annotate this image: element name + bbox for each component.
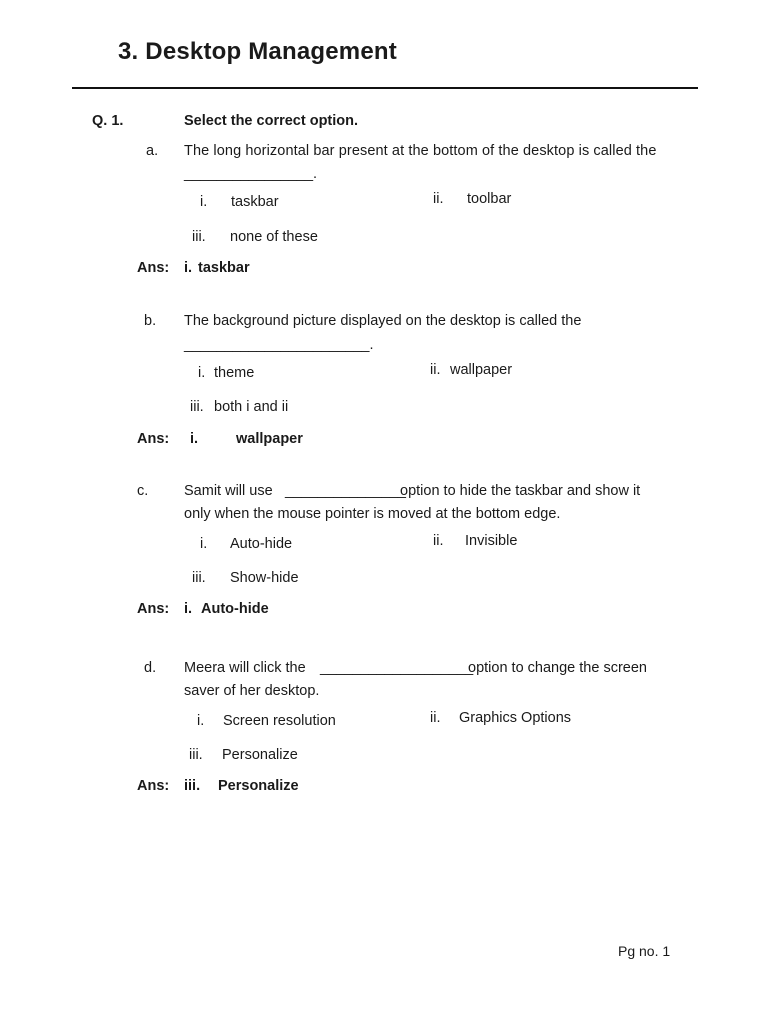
page-number: Pg no. 1 (618, 943, 671, 959)
question-d-text-line2: saver of her desktop. (184, 683, 320, 699)
answer-number: i. (184, 601, 193, 617)
question-instruction: Select the correct option. (184, 113, 359, 129)
answer-text: Auto-hide (201, 601, 269, 617)
question-c-label: c. (137, 483, 149, 499)
option-number: iii. (190, 399, 204, 415)
option-text: Invisible (465, 533, 518, 549)
option-text: both i and ii (214, 399, 289, 415)
answer-text: Personalize (218, 778, 299, 794)
option-number: ii. (433, 533, 444, 549)
answer-label: Ans: (137, 260, 170, 276)
option-text: Graphics Options (459, 710, 572, 726)
option-text: Screen resolution (223, 713, 336, 729)
option-text: toolbar (467, 191, 512, 207)
question-a-label: a. (146, 143, 159, 159)
option-text: theme (214, 365, 255, 381)
option-text: none of these (230, 229, 318, 245)
option-number: i. (198, 365, 206, 381)
option-text: wallpaper (450, 362, 513, 378)
title-divider (72, 87, 698, 89)
option-number: iii. (192, 570, 206, 586)
answer-number: i. (190, 431, 199, 447)
option-text: Personalize (222, 747, 298, 763)
question-c-text-start: Samit will use (184, 483, 273, 499)
answer-text: taskbar (198, 260, 250, 276)
option-number: i. (200, 536, 208, 552)
option-text: taskbar (231, 194, 279, 210)
question-c-text-end: option to hide the taskbar and show it (400, 483, 641, 499)
question-d-text-start: Meera will click the (184, 660, 306, 676)
answer-number: i. (184, 260, 193, 276)
answer-label: Ans: (137, 778, 170, 794)
question-b-text-line1: The background picture displayed on the desktop is called the (184, 313, 582, 329)
question-c-blank: _______________ (285, 483, 406, 499)
question-b-text-line2: _______________________. (184, 337, 374, 353)
answer-text: wallpaper (236, 431, 303, 447)
question-d-text-end: option to change the screen (468, 660, 647, 676)
option-number: i. (200, 194, 208, 210)
question-number: Q. 1. (92, 113, 124, 129)
question-a-text-line1: The long horizontal bar present at the bottom of the desktop is called the (184, 143, 657, 159)
option-number: iii. (189, 747, 203, 763)
option-number: iii. (192, 229, 206, 245)
question-d-label: d. (144, 660, 157, 676)
answer-label: Ans: (137, 431, 170, 447)
page-title: 3. Desktop Management (118, 38, 397, 65)
option-number: ii. (430, 362, 441, 378)
answer-number: iii. (184, 778, 201, 794)
answer-label: Ans: (137, 601, 170, 617)
question-b-label: b. (144, 313, 157, 329)
option-number: ii. (433, 191, 444, 207)
option-text: Show-hide (230, 570, 299, 586)
option-number: i. (197, 713, 205, 729)
question-c-text-line2: only when the mouse pointer is moved at the bottom edge. (184, 506, 561, 522)
option-text: Auto-hide (230, 536, 293, 552)
question-a-text-line2: ________________. (184, 166, 318, 182)
question-d-blank: ___________________ (320, 660, 474, 676)
option-number: ii. (430, 710, 441, 726)
